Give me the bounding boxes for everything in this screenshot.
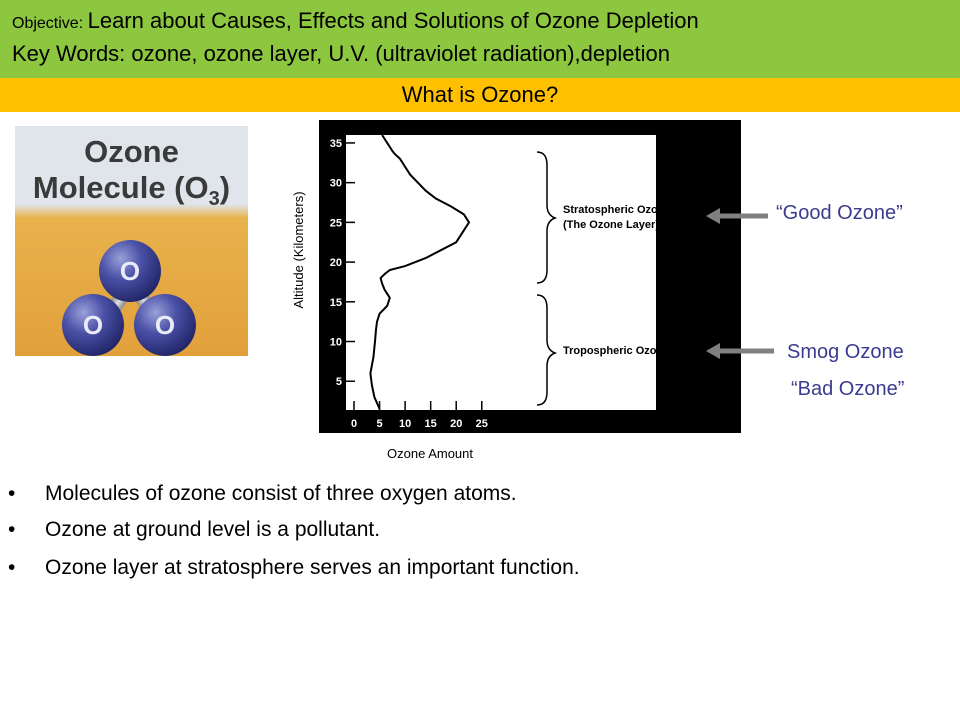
bullet-text: Molecules of ozone consist of three oxygen atoms.: [45, 482, 517, 505]
x-tick-label: 10: [398, 418, 412, 430]
y-tick-label: 20: [329, 257, 342, 270]
x-tick-label: 0: [350, 418, 358, 430]
bad-ozone-arrow-head: [706, 343, 720, 359]
bullet-symbol: •: [8, 556, 16, 579]
y-tick-label: 5: [335, 376, 342, 389]
y-tick-label: 30: [329, 177, 342, 190]
good-ozone-label: “Good Ozone”: [776, 202, 903, 224]
pointer-arrows: [706, 200, 776, 370]
ozone-molecule-image: [15, 126, 248, 356]
bullet-text: Ozone layer at stratosphere serves an important function.: [45, 556, 580, 579]
smog-ozone-label: Smog Ozone: [787, 341, 904, 363]
x-tick-label: 20: [450, 418, 463, 430]
y-tick-label: 10: [329, 336, 342, 349]
y-tick-label: 35: [329, 137, 342, 150]
molecule-caption: [15, 134, 248, 217]
x-axis-label: Ozone Amount: [387, 446, 473, 461]
oxygen-atom-left: O: [62, 294, 124, 356]
x-tick-label: 15: [424, 418, 437, 430]
bad-ozone-label: “Bad Ozone”: [791, 378, 905, 400]
plot-area: [346, 135, 656, 410]
tropospheric-label: Tropospheric Ozone: [563, 345, 670, 357]
objective-banner: [0, 0, 960, 78]
page-title: What is Ozone?: [0, 78, 960, 112]
stratospheric-label: Stratospheric Ozone: [563, 204, 671, 216]
ozone-layer-label: (The Ozone Layer): [563, 219, 659, 231]
objective-text: Learn about Causes, Effects and Solutions of Ozone Depletion: [87, 8, 699, 33]
x-tick-label: 5: [376, 418, 383, 430]
keywords-line: Key Words: ozone, ozone layer, U.V. (ultraviolet radiation),depletion: [12, 41, 670, 66]
bullet-symbol: •: [8, 482, 16, 505]
molecule-subscript: 3: [208, 188, 220, 211]
y-tick-label: 25: [329, 217, 342, 230]
good-ozone-arrow-head: [706, 208, 720, 224]
chart-svg: [283, 120, 743, 465]
molecule-caption-line2: [15, 170, 248, 217]
molecule-caption-text: Molecule (O: [32, 170, 209, 205]
oxygen-atom-right: O: [134, 294, 196, 356]
molecule-caption-line1: Ozone: [84, 134, 179, 169]
y-tick-label: 15: [329, 296, 342, 309]
x-tick-label: 25: [475, 418, 488, 430]
objective-prefix: Objective:: [12, 15, 88, 32]
ozone-altitude-chart: [283, 120, 743, 465]
objective-line: [12, 7, 960, 38]
bullet-symbol: •: [8, 518, 16, 541]
molecule-caption-close: ): [219, 170, 231, 205]
oxygen-atom-top: O: [99, 240, 161, 302]
y-axis-label: Altitude (Kilometers): [291, 191, 306, 309]
bullet-text: Ozone at ground level is a pollutant.: [45, 518, 381, 541]
